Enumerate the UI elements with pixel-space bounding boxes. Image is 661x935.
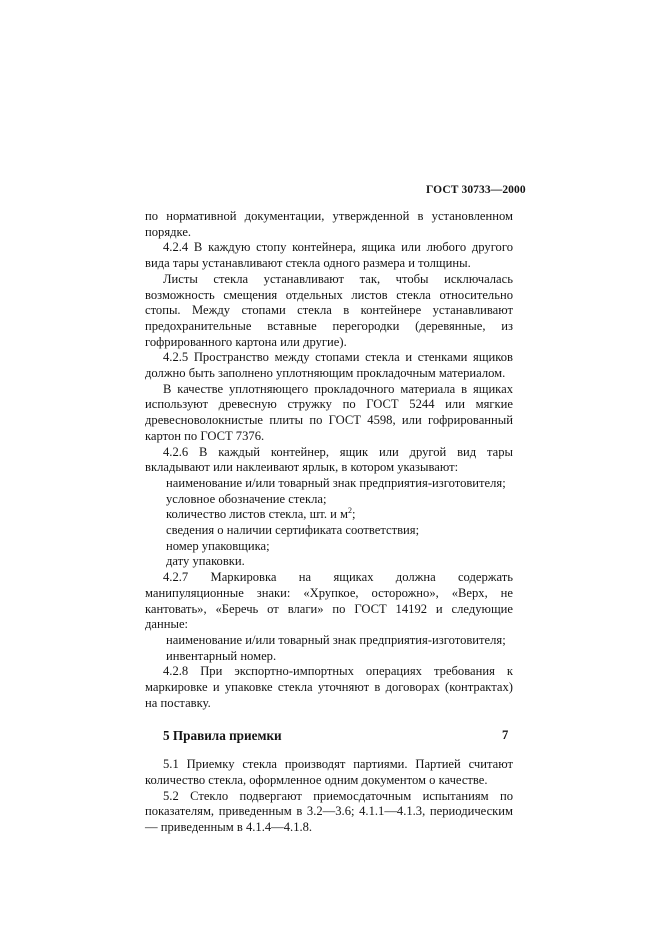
label-item-designation: условное обозначение стекла; [166,491,327,506]
paragraph-4-2-5-material: В качестве уплотняющего прокладочного материала в ящиках используют древесную стружку по ГОСТ 5244 или мягкие древесноволокнистые плиты по ГОСТ 4598, или гофрированный картон по ГОСТ 7376. [145,381,513,443]
label-item-quantity-sup: 2 [348,506,352,516]
label-item-date: дату упаковки. [166,554,245,569]
page-number: 7 [502,728,509,742]
label-item-quantity [145,507,513,523]
paragraph-4-2-6: 4.2.6 В каждый контейнер, ящик или другой вид тары вкладывают или наклеивают ярлык, в котором указывают: [145,444,513,475]
paragraph-4-2-4: 4.2.4 В каждую стопу контейнера, ящика или любого другого вида тары устанавливают стекла одного размера и толщины. [145,240,513,271]
paragraph-5-2: 5.2 Стекло подвергают приемосдаточным испытаниям по показателям, приведенным в 3.2—3.6; 4.1.1—4.1.3, периодическим — приведенным в 4.1.4—4.1.8. [145,788,513,835]
document-code-header: ГОСТ 30733—2000 [426,184,526,196]
label-item-manufacturer: наименование и/или товарный знак предприятия-изготовителя; [166,475,506,490]
label-item-quantity-text: количество листов стекла, шт. и м [166,507,348,522]
label-item-packer: номер упаковщика; [166,538,270,553]
marking-item-inventory: инвентарный номер. [166,648,277,663]
document-body [145,209,513,836]
marking-item-manufacturer: наименование и/или товарный знак предприятия-изготовителя; [166,632,506,647]
paragraph-4-2-7: 4.2.7 Маркировка на ящиках должна содержать манипуляционные знаки: «Хрупкое, осторожно», «Верх, не кантовать», «Беречь от влаги» по ГОСТ 14192 и следующие данные: [145,570,513,632]
paragraph-continuation: по нормативной документации, утвержденной в установленном порядке. [145,209,513,239]
section-title: 5 Правила приемки [163,727,282,743]
paragraph-4-2-5: 4.2.5 Пространство между стопами стекла и стенками ящиков должно быть заполнено уплотняющим прокладочным материалом. [145,350,513,381]
paragraph-4-2-4-sheets: Листы стекла устанавливают так, чтобы исключалась возможность смещения отдельных листов стекла относительно стопы. Между стопами стекла в контейнере устанавливают предохранительные вставные перегородки (деревянные, из гофрированного картона или другие). [145,271,513,349]
label-item-quantity-suffix: ; [352,507,356,522]
paragraph-4-2-8: 4.2.8 При экспортно-импортных операциях требования к маркировке и упаковке стекла уточняют в договорах (контрактах) на поставку. [145,664,513,710]
paragraph-5-1: 5.1 Приемку стекла производят партиями. Партией считают количество стекла, оформленное одним документом о качестве. [145,757,513,787]
label-item-certificate: сведения о наличии сертификата соответствия; [166,523,420,538]
